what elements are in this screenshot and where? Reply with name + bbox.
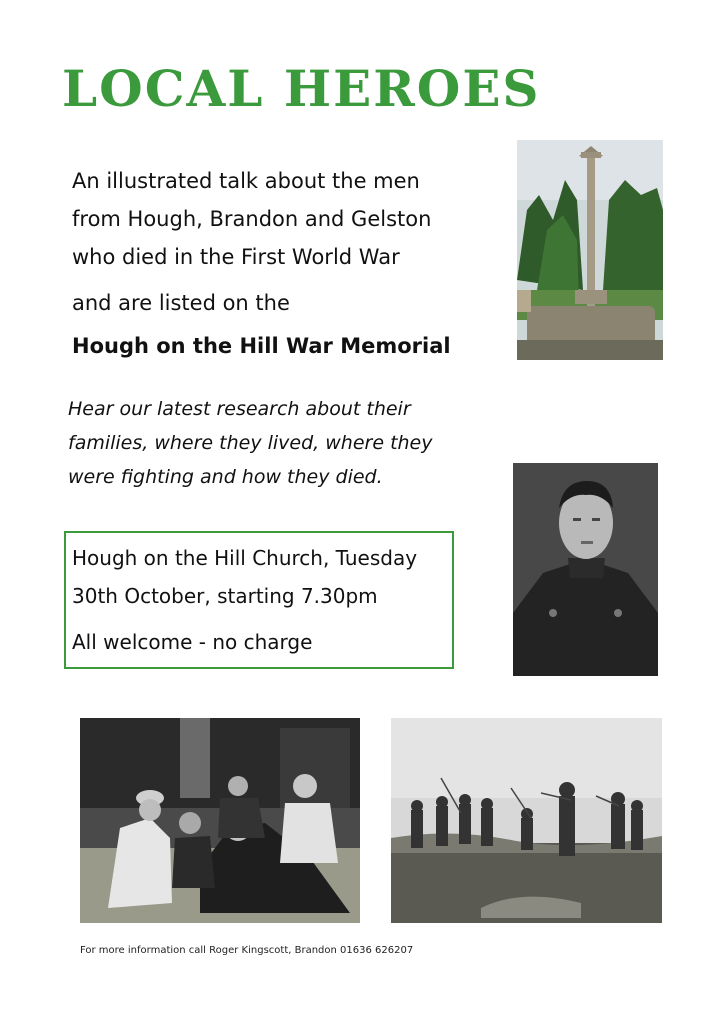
war-memorial-photo (517, 140, 663, 360)
intro-line-4: and are listed on the (72, 291, 290, 315)
intro-line-1: An illustrated talk about the men (72, 169, 420, 193)
event-date-line: 30th October, starting 7.30pm (72, 584, 378, 608)
research-line-2: families, where they lived, where they (68, 432, 433, 454)
contact-footer: For more information call Roger Kingscott, Brandon 01636 626207 (80, 945, 414, 956)
intro-text (72, 162, 492, 322)
event-info-box (64, 531, 454, 669)
intro-line-2: from Hough, Brandon and Gelston (72, 207, 432, 231)
family-group-photo (80, 718, 360, 923)
research-text (68, 392, 468, 494)
poster-title: LOCAL HEROES (62, 59, 541, 118)
research-line-3: were fighting and how they died. (68, 466, 383, 488)
research-line-1: Hear our latest research about their (68, 398, 411, 420)
intro-line-3: who died in the First World War (72, 245, 400, 269)
event-venue-line: Hough on the Hill Church, Tuesday (72, 546, 418, 570)
memorial-title: Hough on the Hill War Memorial (72, 334, 451, 358)
soldier-portrait-photo (513, 463, 658, 676)
event-admission-line: All welcome - no charge (72, 630, 313, 654)
battlefield-photo (391, 718, 662, 923)
